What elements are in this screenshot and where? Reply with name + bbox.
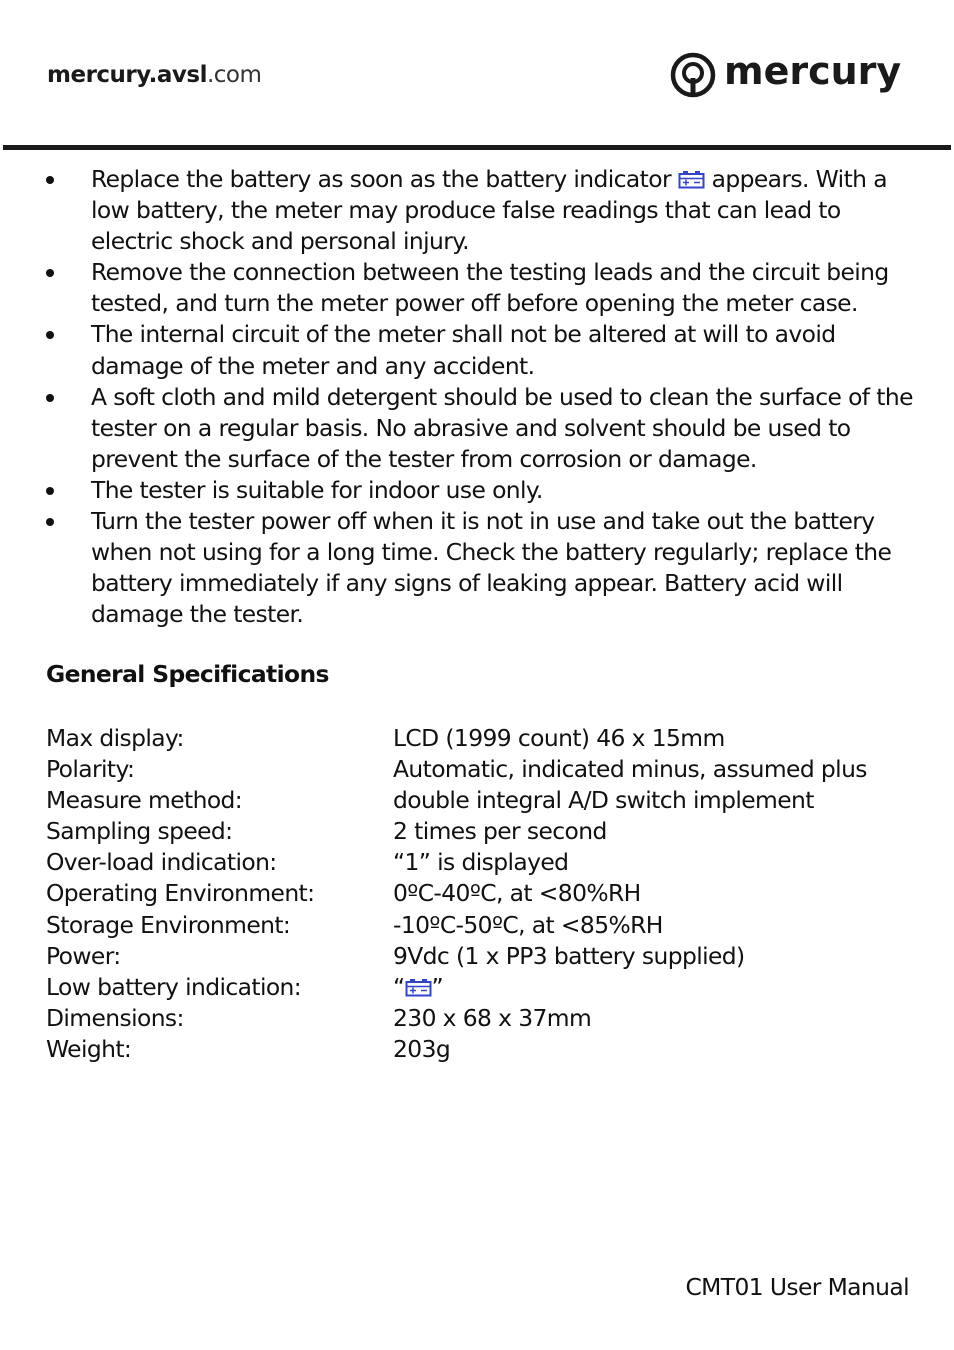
spec-row: [46, 816, 926, 847]
spec-label: Weight:: [46, 1034, 132, 1063]
bullet-text: Turn the tester power off when it is not in use and take out the battery when not using for a long time. Check the battery regularly; replace the battery immediately if any signs of leaking appear. Battery acid will damage the tester.: [91, 507, 892, 629]
spec-row: [46, 723, 926, 754]
spec-value: -10ºC-50ºC, at <85%RH: [393, 910, 663, 939]
spec-label: Low battery indication:: [46, 972, 302, 1001]
mercury-logo-text: mercury: [724, 49, 902, 93]
spec-row: [46, 972, 926, 1003]
spec-row: [46, 941, 926, 972]
spec-value: 2 times per second: [393, 817, 607, 846]
spec-label: Polarity:: [46, 755, 135, 784]
list-item: [0, 475, 954, 506]
spec-row: [46, 754, 926, 785]
battery-icon: [678, 170, 705, 189]
open-quote: “: [393, 972, 405, 1001]
spec-value: double integral A/D switch implement: [393, 786, 814, 815]
bullet-icon: [46, 394, 54, 402]
spec-label: Measure method:: [46, 786, 243, 815]
spec-value: Automatic, indicated minus, assumed plus: [393, 755, 867, 784]
spec-value: 9Vdc (1 x PP3 battery supplied): [393, 941, 745, 970]
site-url: [47, 62, 261, 88]
list-item: [0, 257, 954, 319]
bullet-text: The internal circuit of the meter shall not be altered at will to avoid damage of the meter and any accident.: [91, 320, 836, 380]
list-item: [0, 164, 954, 257]
bullet-text: The tester is suitable for indoor use only.: [91, 475, 543, 504]
spec-label: Over-load indication:: [46, 848, 277, 877]
spec-table: [46, 723, 926, 1065]
spec-row: [46, 878, 926, 909]
bullet-icon: [46, 269, 54, 277]
spec-row: [46, 1003, 926, 1034]
spec-label: Dimensions:: [46, 1003, 184, 1032]
bullet-icon: [46, 518, 54, 526]
bullet-text: A soft cloth and mild detergent should be used to clean the surface of the tester on a regular basis. No abrasive and solvent should be used to prevent the surface of the tester from corrosion or damage.: [91, 382, 913, 473]
bullet-icon: [46, 487, 54, 495]
spec-row: [46, 910, 926, 941]
spec-value: [393, 972, 443, 1003]
spec-label: Power:: [46, 941, 121, 970]
list-item: [0, 506, 954, 630]
spec-value: “1” is displayed: [393, 848, 569, 877]
spec-value: 0ºC-40ºC, at <80%RH: [393, 879, 641, 908]
page-footer: CMT01 User Manual: [685, 1273, 909, 1301]
list-item: [0, 382, 954, 475]
spec-value: LCD (1999 count) 46 x 15mm: [393, 724, 725, 752]
spec-row: [46, 847, 926, 878]
spec-label: Sampling speed:: [46, 817, 233, 846]
bullet-icon: [46, 176, 54, 184]
battery-icon: [405, 978, 432, 997]
site-url-tld: .com: [206, 62, 262, 88]
spec-label: Max display:: [46, 724, 184, 752]
bullet-text-start: Replace the battery as soon as the battery indicator: [91, 165, 678, 193]
close-quote: ”: [431, 972, 444, 1001]
spec-value: 230 x 68 x 37mm: [393, 1003, 592, 1032]
bullet-text-end: appears. With a low battery, the meter may produce false readings that can lead to electric shock and personal injury.: [91, 165, 887, 256]
spec-row: [46, 1034, 926, 1065]
bullet-text: Remove the connection between the testing leads and the circuit being tested, and turn the meter power off before opening the meter case.: [91, 258, 889, 318]
header-divider: [3, 145, 951, 150]
bullet-icon: [46, 331, 54, 339]
list-item: [0, 319, 954, 381]
section-heading: General Specifications: [46, 660, 329, 688]
site-url-domain: mercury.avsl: [47, 62, 207, 88]
mercury-logo-icon: [670, 52, 716, 98]
spec-row: [46, 785, 926, 816]
mercury-logo: [670, 50, 901, 100]
spec-value: 203g: [393, 1034, 451, 1063]
safety-notes-list: [0, 164, 954, 630]
spec-label: Operating Environment:: [46, 879, 315, 908]
spec-label: Storage Environment:: [46, 910, 291, 939]
